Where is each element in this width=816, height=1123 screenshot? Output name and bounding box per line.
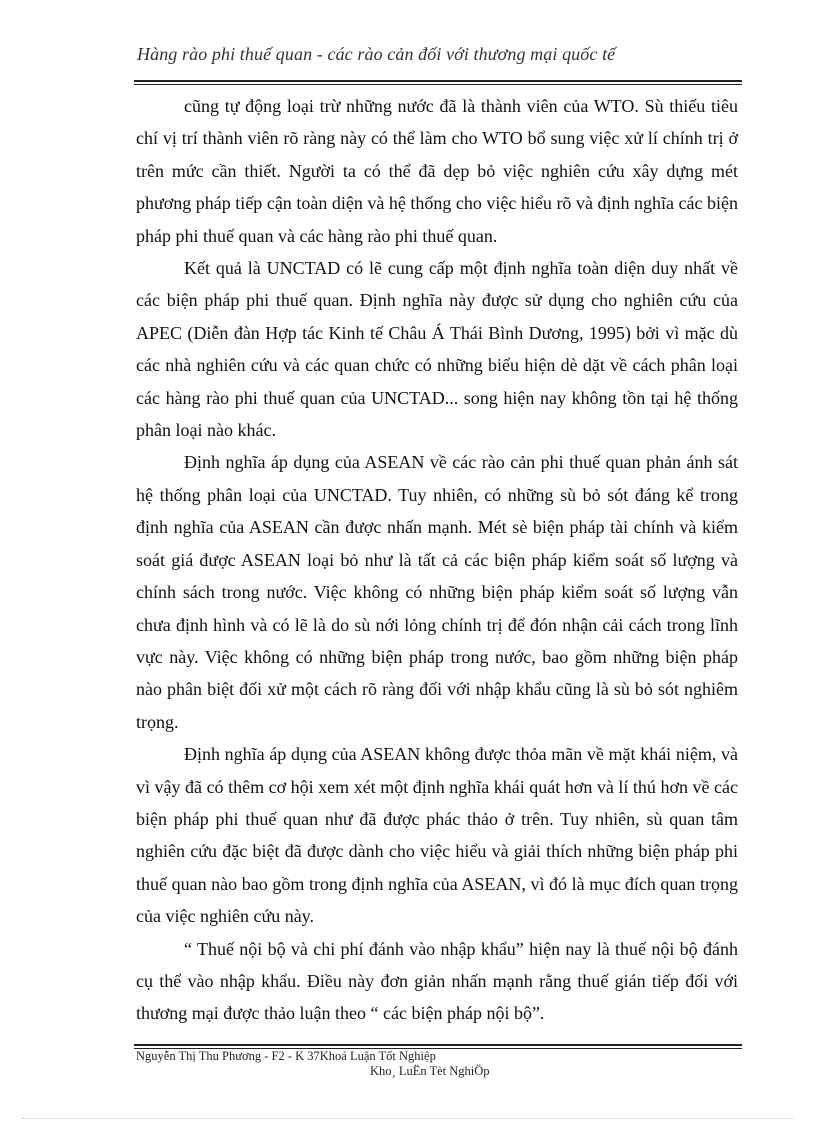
footer-author-line: Nguyễn Thị Thu Phương - F2 - K 37Khoá Luận Tốt Nghiệp bbox=[136, 1049, 436, 1063]
paragraph-1: cũng tự động loại trừ những nước đã là thành viên của WTO. Sù thiếu tiêu chí vị trí thành viên rõ ràng này có thể làm cho WTO bổ sung việc xử lí chính trị ở trên mức cần thiết. Người ta có thể đã dẹp bỏ việc nghiên cứu xây dựng mét phương pháp tiếp cận toàn diện và hệ thống cho việc hiểu rõ và định nghĩa các biện pháp phi thuế quan và các hàng rào phi thuế quan. bbox=[136, 96, 738, 246]
paragraph-3: Định nghĩa áp dụng của ASEAN về các rào cản phi thuế quan phản ánh sát hệ thống phân loại của UNCTAD. Tuy nhiên, có những sù bỏ sót đáng kể trong định nghĩa của ASEAN cần được nhấn mạnh. Mét sè biện pháp tài chính và kiểm soát giá được ASEAN loại bỏ như là tất cả các biện pháp kiểm soát số lượng và chính sách trong nước. Việc không có những biện pháp kiểm soát số lượng vẫn chưa định hình và có lẽ là do sù nới lỏng chính trị để đón nhận cải cách trong lĩnh vực này. Việc không có những biện pháp trong nước, bao gồm những biện pháp nào phân biệt đối xử một cách rõ ràng đối với nhập khẩu cũng là sù bỏ sót nghiêm trọng. bbox=[136, 452, 738, 732]
footer-thesis-line: Kho¸ LuËn Tèt NghiÖp bbox=[370, 1064, 490, 1078]
paragraph-4: Định nghĩa áp dụng của ASEAN không được thỏa mãn về mặt khái niệm, và vì vậy đã có thêm cơ hội xem xét một định nghĩa khái quát hơn và lí thú hơn về các biện pháp phi thuế quan như đã được phác thảo ở trên. Tuy nhiên, sù quan tâm nghiên cứu đặc biệt đã được dành cho việc hiểu và giải thích những biện pháp phi thuế quan nào bao gồm trong định nghĩa của ASEAN, vì đó là mục đích quan trọng của việc nghiên cứu này. bbox=[136, 744, 738, 927]
paragraph-2: Kết quả là UNCTAD có lẽ cung cấp một định nghĩa toàn diện duy nhất về các biện pháp phi thuế quan. Định nghĩa này được sử dụng cho nghiên cứu của APEC (Diễn đàn Hợp tác Kinh tế Châu Á Thái Bình Dương, 1995) bởi vì mặc dù các nhà nghiên cứu và các quan chức có những biểu hiện dè dặt về cách phân loại các hàng rào phi thuế quan của UNCTAD... song hiện nay không tồn tại hệ thống phân loại nào khác. bbox=[136, 258, 738, 441]
header-divider bbox=[134, 80, 742, 85]
paragraph-5: “ Thuế nội bộ và chi phí đánh vào nhập khẩu” hiện nay là thuế nội bộ đánh cụ thể vào nhập khẩu. Điều này đơn giản nhấn mạnh rằng thuế gián tiếp đối với thương mại được thảo luận theo “ các biện pháp nội bộ”. bbox=[136, 938, 738, 1024]
page-header-title: Hàng rào phi thuế quan - các rào cản đối với thương mại quốc tế bbox=[137, 44, 616, 64]
page-bottom-dotted-border bbox=[22, 1118, 794, 1119]
document-body bbox=[136, 90, 738, 1030]
